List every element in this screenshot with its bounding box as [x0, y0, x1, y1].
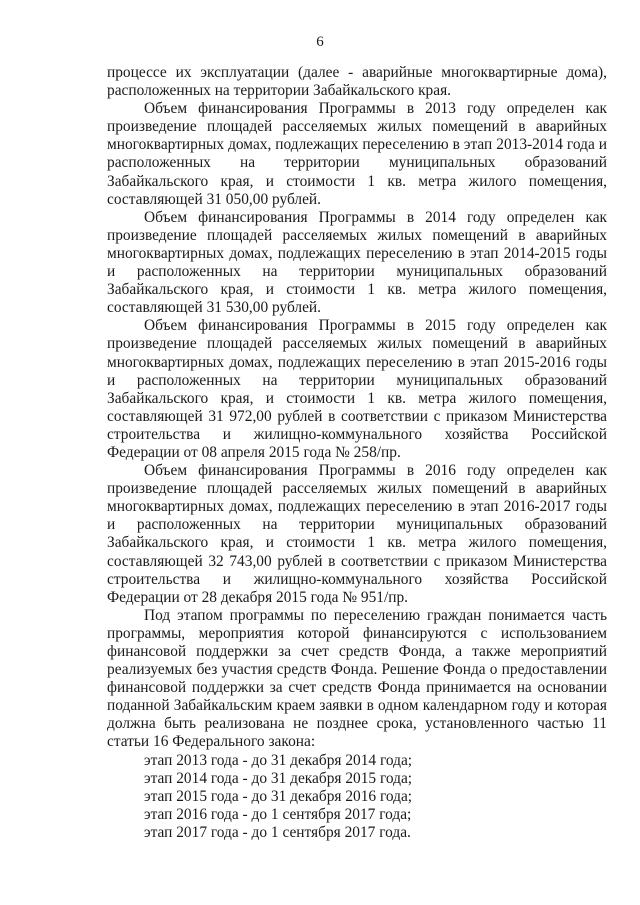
paragraph-continuation: процессе их эксплуатации (далее - аварийные многоквартирные дома), расположенных на территории Забайкальского края.: [107, 64, 607, 100]
list-item: этап 2013 года - до 31 декабря 2014 года;: [144, 751, 413, 769]
paragraph-financing-2016: Объем финансирования Программы в 2016 году определен как произведение площадей расселяемых жилых помещений в аварийных многоквартирных домах, подлежащих переселению в этап 2016-2017 годы и расположенных на территории муниципальных образований Забайкальского края, и стоимости 1 кв. метра жилого помещения, составляющей 32 743,00 рублей в соответствии с приказом Министерства строительства и жилищно-коммунального хозяйства Российской Федерации от 28 декабря 2015 года № 951/пр.: [107, 462, 607, 606]
paragraph-stage-definition: Под этапом программы по переселению граждан понимается часть программы, мероприятия которой финансируются с использованием финансовой поддержки за счет средств Фонда, а также мероприятий реализуемых без участия средств Фонда. Решение Фонда о предоставлении финансовой поддержки за счет средств Фонда принимается на основании поданной Забайкальским краем заявки в одном календарном году и которая должна быть реализована не позднее срока, установленного частью 11 статьи 16 Федерального закона:: [107, 606, 607, 751]
paragraph-financing-2015: Объем финансирования Программы в 2015 году определен как произведение площадей расселяемых жилых помещений в аварийных многоквартирных домах, подлежащих переселению в этап 2015-2016 годы и расположенных на территории муниципальных образований Забайкальского края, и стоимости 1 кв. метра жилого помещения, составляющей 31 972,00 рублей в соответствии с приказом Министерства строительства и жилищно-коммунального хозяйства Российской Федерации от 08 апреля 2015 года № 258/пр.: [107, 317, 607, 461]
paragraph-financing-2014: Объем финансирования Программы в 2014 году определен как произведение площадей расселяемых жилых помещений в аварийных многоквартирных домах, подлежащих переселению в этап 2014-2015 годы и расположенных на территории муниципальных образований Забайкальского края, и стоимости 1 кв. метра жилого помещения, составляющей 31 530,00 рублей.: [107, 208, 607, 317]
list-item: этап 2014 года - до 31 декабря 2015 года;: [144, 769, 413, 787]
list-item: этап 2017 года - до 1 сентября 2017 года.: [144, 823, 411, 841]
paragraph-financing-2013: Объем финансирования Программы в 2013 году определен как произведение площадей расселяемых жилых помещений в аварийных многоквартирных домах, подлежащих переселению в этап 2013-2014 года и расположенных на территории муниципальных образований Забайкальского края, и стоимости 1 кв. метра жилого помещения, составляющей 31 050,00 рублей.: [107, 100, 607, 208]
list-item: этап 2016 года - до 1 сентября 2017 года;: [144, 805, 412, 823]
stage-deadline-list: [107, 752, 607, 842]
document-body: [107, 64, 607, 842]
page-number: 6: [316, 34, 324, 50]
list-item: этап 2015 года - до 31 декабря 2016 года;: [144, 787, 413, 805]
